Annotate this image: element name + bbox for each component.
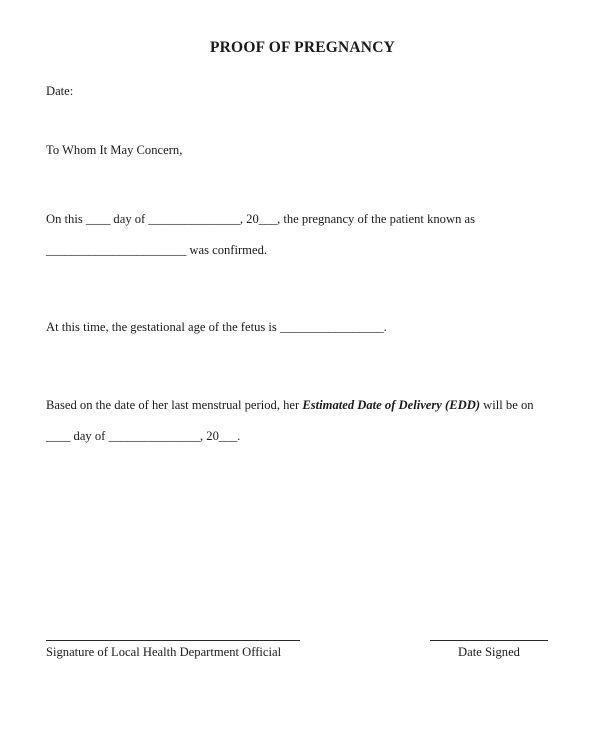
official-signature-block	[46, 640, 300, 661]
paragraph1-text-part2: day of	[110, 212, 149, 226]
paragraph1-text-part1: On this	[46, 212, 86, 226]
date-label: Date:	[46, 84, 74, 98]
paragraph1-text-part4: , the pregnancy of the patient known as	[277, 212, 476, 226]
edd-year-blank-field[interactable]: ___	[218, 429, 238, 443]
year-blank-field[interactable]: ___	[258, 212, 278, 226]
salutation: To Whom It May Concern,	[46, 143, 183, 157]
date-signed-block	[430, 640, 548, 661]
paragraph3-text-part4: , 20	[199, 429, 219, 443]
gestational-age-blank-field[interactable]: _________________	[279, 320, 384, 334]
pregnancy-confirmation-paragraph	[46, 204, 556, 235]
month-blank-field[interactable]: _______________	[148, 212, 240, 226]
edd-day-blank-field[interactable]: ____	[46, 429, 71, 443]
document-body	[46, 84, 556, 513]
paragraph3-text-part1: Based on the date of her last menstrual period, her	[46, 398, 303, 412]
paragraph2-text-part1: At this time, the gestational age of the fetus is	[46, 320, 280, 334]
additional-information-write-in-area[interactable]	[46, 475, 556, 630]
spacer-after-paragraph1	[46, 266, 556, 312]
signature-area	[46, 640, 556, 680]
paragraph3-text-part5: .	[237, 429, 241, 443]
day-blank-field[interactable]: ____	[85, 212, 111, 226]
spacer-after-date	[46, 99, 556, 143]
signature-row	[46, 640, 556, 680]
spacer-after-salutation	[46, 158, 556, 204]
edd-paragraph	[46, 390, 556, 421]
paragraph1-text-part3: , 20	[239, 212, 259, 226]
paragraph2-text-part2: .	[383, 320, 387, 334]
gestational-age-paragraph	[46, 312, 556, 343]
patient-name-blank-field[interactable]: _______________________	[46, 243, 187, 257]
spacer-after-paragraph2	[46, 343, 556, 390]
date-signed-label: Date Signed	[458, 645, 520, 659]
paragraph3-text-part3: day of	[70, 429, 109, 443]
page-title: PROOF OF PREGNANCY	[210, 39, 395, 56]
official-signature-label: Signature of Local Health Department Official	[46, 645, 282, 659]
edd-emphasis-text: Estimated Date of Delivery (EDD)	[302, 398, 481, 412]
edd-date-line	[46, 421, 556, 452]
paragraph3-text-part2: will be on	[480, 398, 534, 412]
edd-month-blank-field[interactable]: _______________	[108, 429, 200, 443]
patient-name-line	[46, 235, 556, 266]
paragraph1-text-part5: was confirmed.	[186, 243, 268, 257]
